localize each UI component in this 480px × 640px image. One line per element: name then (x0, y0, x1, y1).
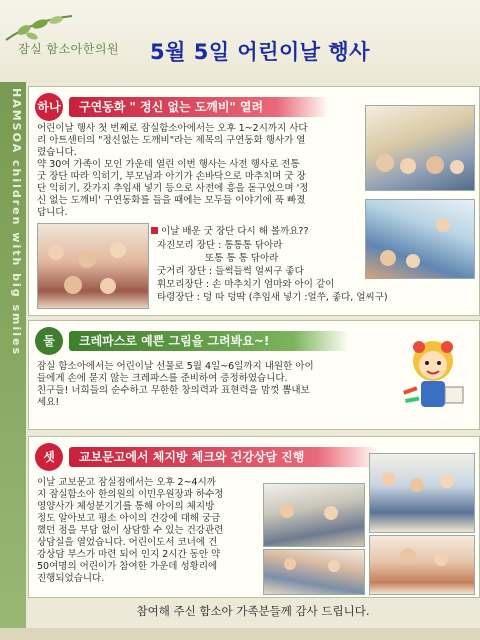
consultation-photo (263, 549, 365, 595)
list-item: 굿거리 장단 : 들썩들썩 얼씨구 좋다 (157, 266, 304, 277)
section-one-panel (28, 86, 480, 316)
section-two-panel (28, 320, 480, 430)
section-three-panel (28, 436, 480, 598)
section-three-body: 이날 교보문고 잠실점에서는 오후 2~4시까 지 잠실함소아 한의원의 이민우원장과 하수정 영양사가 체성분기기를 통해 아이의 체지방 정도 알아보고 평소 아이의 건강에 대해 궁금 했던 점을 부담 없이 상담할 수 있는 건강관련 상담실을 열었습니다. 어린이도서 코너에 건 강상담 부스가 마련 되어 인지 2시간 동안 약 50여명의 어린이가 참여한 가운데 성황리에 진행되었습니다. (37, 477, 224, 584)
section-two-badge: 둘 (35, 327, 63, 355)
list-item: 타령장단 : 덩 따 덩딱 (추임새 넣기 :얼쑤, 좋다, 얼씨구) (157, 292, 388, 303)
list-item: 자진모리 장단 : 통통통 닦아라 (157, 240, 283, 251)
storytelling-photo (365, 105, 475, 191)
list-item: 휘모리장단 : 손 마추치기 엄마와 아이 같이 (157, 279, 335, 290)
sidebar-vertical-text: HAMSOA children with big smiles (10, 88, 23, 357)
red-square-icon (151, 227, 158, 234)
section-one-body: 어린이날 행사 첫 번째로 잠실함소아에서는 오후 1~2시까지 사다 리 아트센터의 "정신없는 도깨비"라는 제목의 구연동화 행사가 열 렸습니다. 약 30여 가족이 모인 가운데 열린 이번 행사는 사전 행사로 전통 굿 장단 따라 익히기, 부모님과 아기가 손바닥으로 마추치며 굿 장 단 익히기, 갖가지 추임새 넣기 등으로 사전에 흥을 돋구었으며 '정 신 없는 도깨비' 구연동화를 들을 때에는 모두들 이야기에 푹 빠졌 답니다. (37, 123, 309, 218)
rhythm-list-heading: 이날 배운 굿 장단 다시 해 볼까요?? (151, 223, 309, 237)
children-audience-photo (37, 223, 149, 309)
rhythm-list (157, 239, 388, 304)
crayon-girl-illustration (397, 331, 469, 421)
section-three-badge: 셋 (35, 443, 63, 471)
footer-thanks: 참여해 주신 함소아 가족분들께 감사 드립니다. (136, 604, 370, 618)
header (0, 0, 480, 82)
page-title: 5월 5일 어린이날 행사 (150, 40, 370, 64)
section-two-heading: 크레파스로 예쁜 그림을 그려봐요~! (69, 331, 349, 351)
section-one-heading: 구연동화 " 정신 없는 도깨비" 열려 (69, 97, 329, 117)
section-one-badge: 하나 (35, 93, 63, 121)
clinic-logo-text: 잠실 함소아한의원 (18, 42, 120, 56)
section-three-heading: 교보문고에서 체지방 체크와 건강상담 진행 (69, 447, 379, 467)
body-scan-photo (369, 535, 475, 595)
bookstore-booth-photo (263, 483, 365, 547)
list-item: 또통 통 통 닦아라 (205, 253, 279, 264)
children-line-photo (369, 453, 475, 533)
bottom-bar (0, 628, 480, 640)
section-two-body: 잠실 함소아에서는 어린이날 선물로 5월 4일~6일까지 내원한 아이 들에게 손에 묻지 않는 크레파스를 준비하여 증정하였습니다. 친구들! 너희들의 순수하고 무한한 창의력과 표현력을 맘껏 뽐내보 세요! (37, 361, 314, 408)
